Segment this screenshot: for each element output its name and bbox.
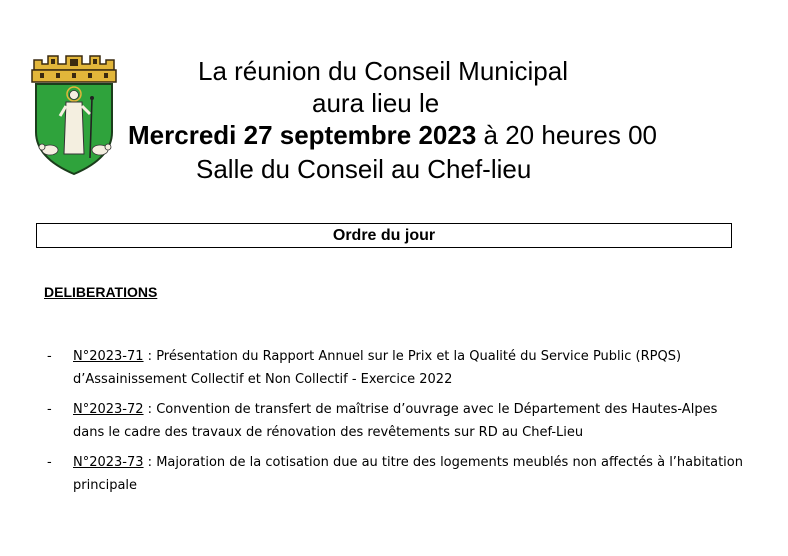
section-title: DELIBERATIONS — [44, 284, 158, 300]
meeting-subtitle: aura lieu le — [312, 88, 440, 118]
item-number: N°2023-71 — [73, 349, 144, 364]
deliberation-list — [44, 345, 744, 504]
item-text: : Présentation du Rapport Annuel sur le Prix et la Qualité du Service Public (RPQS) d’Assainissement Collectif et Non Collectif - Exercice 2022 — [73, 349, 682, 387]
list-dash: - — [47, 349, 52, 364]
crown-icon — [32, 56, 116, 82]
item-number: N°2023-73 — [73, 455, 144, 470]
list-item — [44, 451, 744, 497]
item-number: N°2023-72 — [73, 402, 144, 417]
list-item — [44, 398, 744, 444]
meeting-date-bold: Mercredi 27 septembre 2023 — [128, 120, 477, 150]
item-text: : Majoration de la cotisation due au titre des logements meublés non affectés à l’habitation principale — [73, 455, 743, 493]
list-dash: - — [47, 455, 52, 470]
meeting-location: Salle du Conseil au Chef-lieu — [196, 154, 532, 184]
list-dash: - — [47, 402, 52, 417]
meeting-date — [128, 120, 657, 150]
coat-of-arms-icon — [24, 54, 124, 178]
item-text: : Convention de transfert de maîtrise d’ouvrage avec le Département des Hautes-Alpes dans le cadre des travaux de rénovation des revêtements sur RD au Chef-Lieu — [73, 402, 718, 440]
meeting-title: La réunion du Conseil Municipal — [198, 56, 569, 86]
list-item — [44, 345, 744, 391]
meeting-time: à 20 heures 00 — [476, 120, 658, 150]
agenda-title-box: Ordre du jour — [36, 223, 732, 248]
